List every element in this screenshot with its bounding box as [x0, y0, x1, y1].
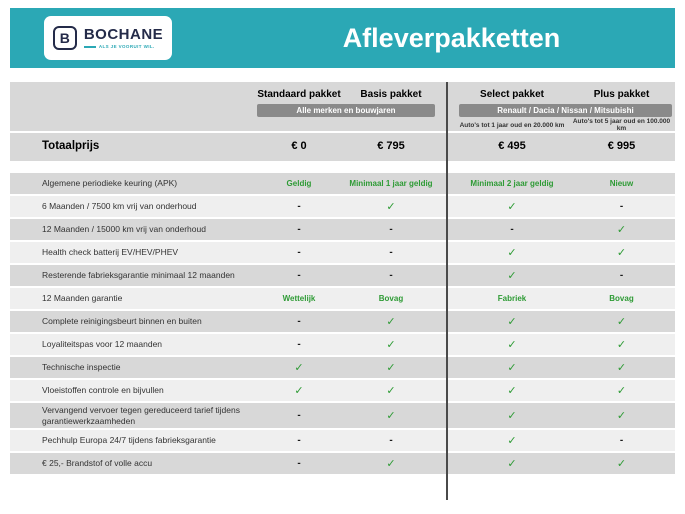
feature-value: ✓	[386, 362, 396, 374]
feature-label: Resterende fabrieksgarantie minimaal 12 maanden	[42, 270, 235, 281]
table-row	[10, 242, 675, 263]
feature-value: Nieuw	[609, 179, 634, 188]
price-value: € 995	[607, 140, 636, 152]
feature-value: -	[389, 224, 393, 235]
feature-value: ✓	[616, 385, 627, 397]
subnote-plus-pakket: Auto's tot 5 jaar oud en 100.000 km	[572, 118, 671, 132]
logo-texts	[84, 27, 163, 49]
feature-value: -	[619, 201, 624, 212]
table-row	[10, 196, 675, 217]
feature-value: -	[389, 247, 393, 258]
feature-value: Fabriek	[497, 294, 527, 303]
feature-value: Minimaal 1 jaar geldig	[349, 179, 433, 188]
logo-tagline-row	[84, 44, 163, 49]
feature-value: -	[297, 339, 301, 350]
bochane-logo-icon	[53, 26, 77, 50]
feature-value: -	[297, 247, 301, 258]
group-badge-all-brands: Alle merken en bouwjaren	[257, 104, 435, 117]
feature-value: Minimaal 2 jaar geldig	[470, 179, 554, 188]
header-bar	[10, 8, 675, 68]
table-body	[10, 173, 675, 474]
feature-value: -	[389, 435, 393, 447]
logo-tagline: ALS JE VOORUIT WIL.	[98, 44, 155, 49]
column-header-basis-pakket: Basis pakket	[360, 89, 422, 100]
feature-label: € 25,- Brandstof of volle accu	[42, 458, 153, 469]
feature-value: ✓	[507, 362, 517, 374]
packages-table	[10, 82, 675, 474]
subnote-select-pakket: Auto's tot 1 jaar oud en 20.000 km	[459, 121, 565, 129]
feature-value: ✓	[294, 385, 304, 397]
feature-value: -	[297, 435, 301, 447]
feature-label: Vervangend vervoer tegen gereduceerd tarief tijdens garantiewerkzaamheden	[42, 405, 240, 426]
feature-label: Complete reinigingsbeurt binnen en buiten	[42, 316, 202, 327]
table-row	[10, 357, 675, 378]
feature-value: ✓	[507, 201, 517, 213]
feature-value: -	[297, 410, 301, 422]
feature-value: -	[297, 224, 301, 235]
feature-value: ✓	[507, 385, 517, 397]
feature-label: Health check batterij EV/HEV/PHEV	[42, 247, 179, 258]
feature-value: ✓	[507, 458, 517, 471]
feature-value: ✓	[386, 339, 396, 351]
feature-label: Loyaliteitspas voor 12 maanden	[42, 339, 163, 350]
feature-value: ✓	[507, 270, 517, 282]
table-row	[10, 430, 675, 451]
feature-value: -	[297, 316, 301, 327]
feature-label: Vloeistoffen controle en bijvullen	[42, 385, 164, 396]
feature-value: ✓	[386, 201, 396, 213]
feature-value: -	[619, 435, 624, 447]
feature-value: ✓	[616, 224, 627, 236]
feature-value: ✓	[507, 410, 517, 423]
feature-value: ✓	[386, 316, 396, 328]
feature-value: ✓	[616, 410, 627, 423]
feature-value: ✓	[507, 435, 517, 448]
price-label: Totaalprijs	[42, 140, 100, 152]
table-row	[10, 311, 675, 332]
logo-tagline-rule	[84, 46, 96, 48]
feature-value: -	[389, 270, 393, 281]
feature-value: ✓	[386, 410, 396, 423]
feature-value: ✓	[507, 316, 517, 328]
feature-value: ✓	[507, 247, 517, 259]
column-headers-row	[10, 86, 675, 103]
feature-label: 12 Maanden garantie	[42, 293, 123, 304]
feature-value: Bovag	[378, 294, 404, 303]
table-row	[10, 265, 675, 286]
price-value: € 795	[377, 140, 405, 152]
feature-value: ✓	[616, 362, 627, 374]
price-row	[10, 135, 675, 157]
feature-value: ✓	[507, 339, 517, 351]
feature-value: ✓	[386, 458, 396, 471]
logo-icon-letter: B	[59, 30, 70, 46]
feature-label: Pechhulp Europa 24/7 tijdens fabrieksgarantie	[42, 435, 216, 446]
subnotes-row	[10, 118, 675, 132]
feature-value: -	[297, 270, 301, 281]
feature-value: ✓	[386, 385, 396, 397]
feature-value: -	[297, 201, 301, 212]
feature-value: -	[619, 270, 624, 281]
feature-value: ✓	[616, 316, 627, 328]
column-header-select-pakket: Select pakket	[480, 89, 544, 100]
feature-label: 6 Maanden / 7500 km vrij van onderhoud	[42, 201, 197, 212]
feature-value: ✓	[616, 339, 627, 351]
feature-value: ✓	[616, 247, 627, 259]
table-header	[10, 82, 675, 161]
price-value: € 0	[291, 140, 307, 152]
feature-value: ✓	[616, 458, 627, 471]
feature-label: 12 Maanden / 15000 km vrij van onderhoud	[42, 224, 206, 235]
feature-value: Bovag	[609, 294, 634, 303]
feature-label: Algemene periodieke keuring (APK)	[42, 178, 178, 189]
table-row	[10, 403, 675, 428]
column-header-standaard-pakket: Standaard pakket	[257, 89, 341, 100]
table-row	[10, 380, 675, 401]
table-row	[10, 334, 675, 355]
table-row	[10, 173, 675, 194]
page-title: Afleverpakketten	[342, 22, 561, 53]
feature-value: -	[510, 224, 514, 235]
price-value: € 495	[498, 140, 526, 152]
table-row	[10, 453, 675, 474]
logo-name: BOCHANE	[83, 26, 164, 43]
feature-value: -	[297, 458, 301, 470]
group-badge-renault-group: Renault / Dacia / Nissan / Mitsubishi	[459, 104, 672, 117]
bochane-logo	[44, 16, 172, 60]
group-badges-row	[10, 103, 675, 118]
feature-value: Wettelijk	[282, 294, 316, 303]
table-row	[10, 219, 675, 240]
column-group-divider	[446, 82, 448, 500]
table-row	[10, 288, 675, 309]
feature-label: Technische inspectie	[42, 362, 121, 373]
feature-value: ✓	[294, 362, 304, 374]
feature-value: Geldig	[286, 179, 312, 188]
column-header-plus-pakket: Plus pakket	[593, 89, 650, 100]
